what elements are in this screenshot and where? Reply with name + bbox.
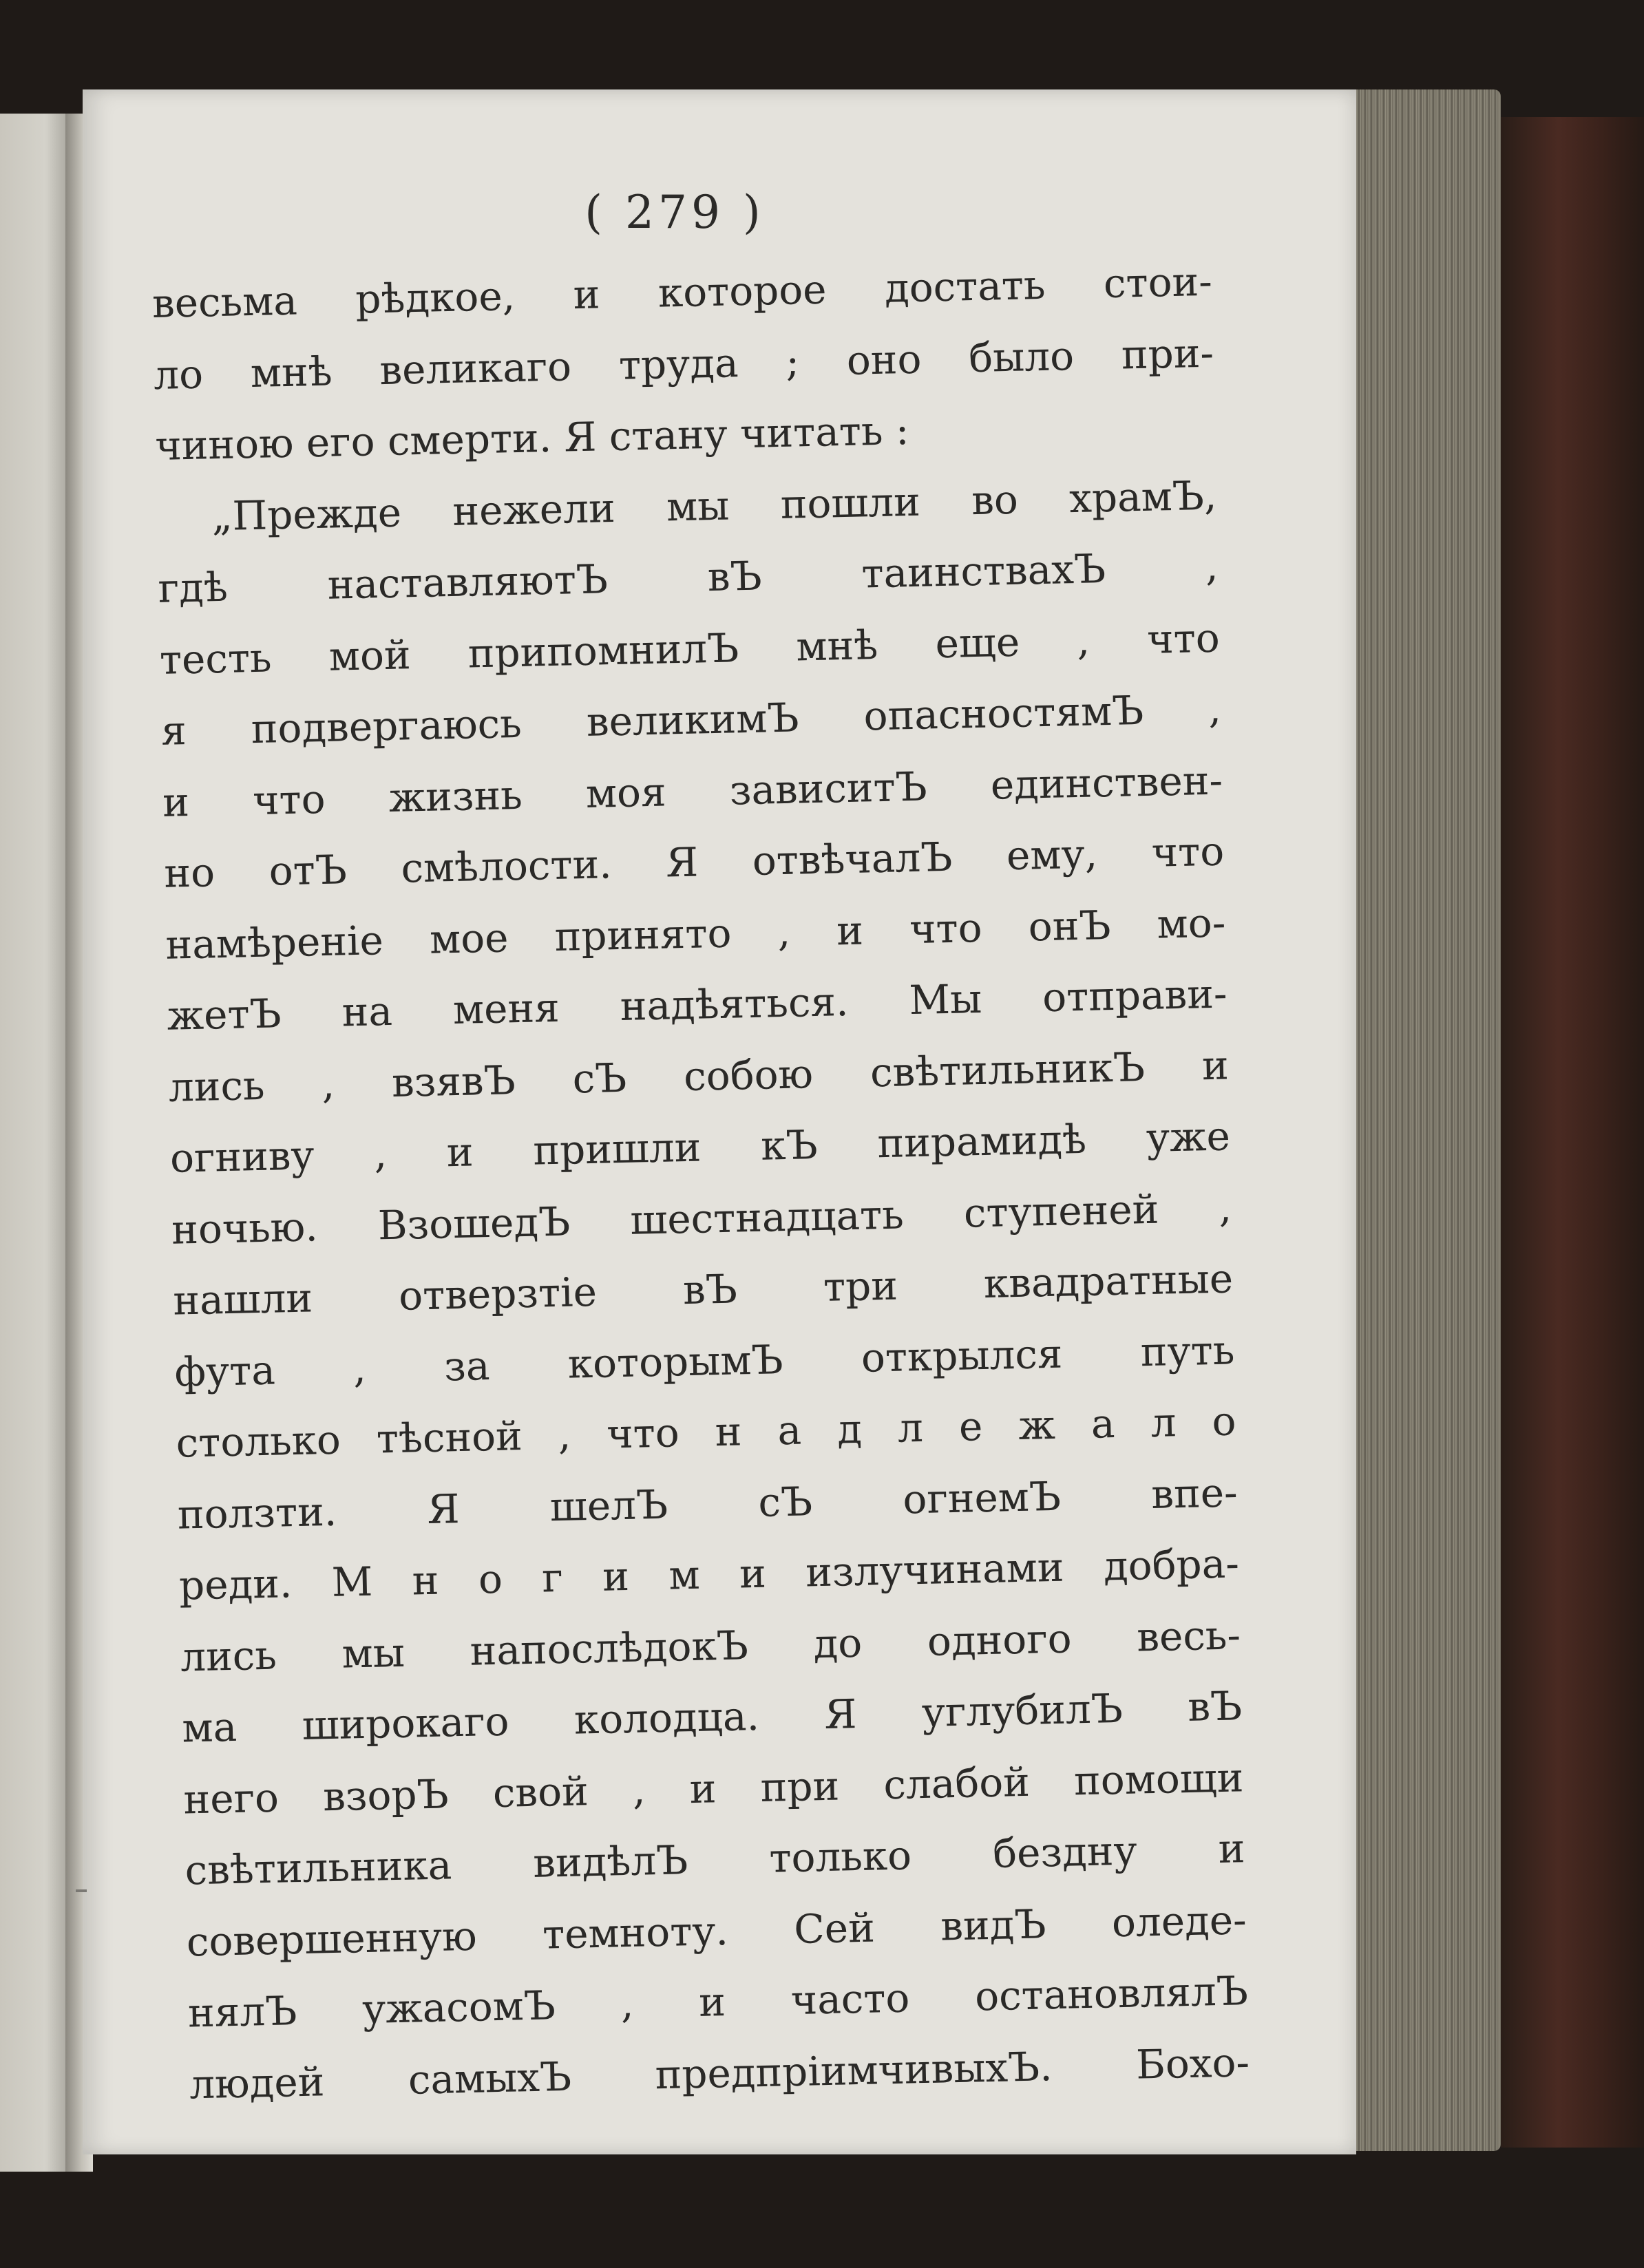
text-line: ло мнѣ великаго труда ; оно было при- [153,329,1214,399]
text-line: лись мы напослѣдокЪ до одного весь- [180,1611,1241,1681]
text-line: намѣреніе мое принято , и что онЪ мо- [165,899,1226,968]
text-line: людей самыхЪ предпріимчивыхЪ. Бохо- [189,2038,1250,2108]
text-line: гдѣ наставляютЪ вЪ таинствахЪ , [158,542,1219,612]
text-line: него взорЪ свой , и при слабой помощи [182,1753,1244,1823]
previous-page-strip [0,114,76,2172]
text-line: ползти. Я шелЪ сЪ огнемЪ впе- [177,1468,1239,1538]
text-line: чиною его смерти. Я стану читать : [154,407,910,469]
text-line: лись , взявЪ сЪ собою свѣтильникЪ и [168,1041,1230,1111]
text-line: я подвергаюсь великимЪ опасностямЪ , [160,685,1222,754]
page-body-text [151,246,1250,2121]
text-line: ночью. ВзошедЪ шестнадцать ступеней , [171,1183,1232,1253]
margin-mark [76,1889,87,1892]
text-line: тесть мой припомнилЪ мнѣ еще , что [159,614,1221,683]
page-edges [1342,89,1501,2151]
text-line: но отЪ смѣлости. Я отвѣчалЪ ему, что [163,827,1225,897]
page-number-header: ( 279 ) [584,186,765,239]
text-line: свѣтильника видѣлЪ только бездну и [185,1825,1246,1894]
text-line: жетЪ на меня надѣяться. Мы отправи- [167,970,1228,1039]
text-line: фута , за которымЪ открылся путь [173,1326,1235,1396]
book-cover-edge [1501,117,1644,2148]
text-line: реди. М н о г и м и излучинами добра- [178,1540,1240,1609]
text-line: столько тѣсной , что н а д л е ж а л о [176,1397,1237,1467]
text-line: огниву , и пришли кЪ пирамидѣ уже [169,1112,1231,1182]
text-line: весьма рѣдкое, и которое достать стои- [151,257,1213,327]
text-line: совершенную темноту. Сей видЪ оледе- [186,1896,1247,1965]
book-page [83,89,1356,2154]
text-line: „Прежде нежели мы пошли во храмЪ, [211,471,1217,540]
text-line: и что жизнь моя зависитЪ единствен- [162,756,1223,826]
text-line: нялЪ ужасомЪ , и часто остановлялЪ [187,1967,1249,2037]
text-line: нашли отверзтіе вЪ три квадратные [172,1255,1234,1324]
text-line: ма широкаго колодца. Я углубилЪ вЪ [181,1682,1243,1752]
